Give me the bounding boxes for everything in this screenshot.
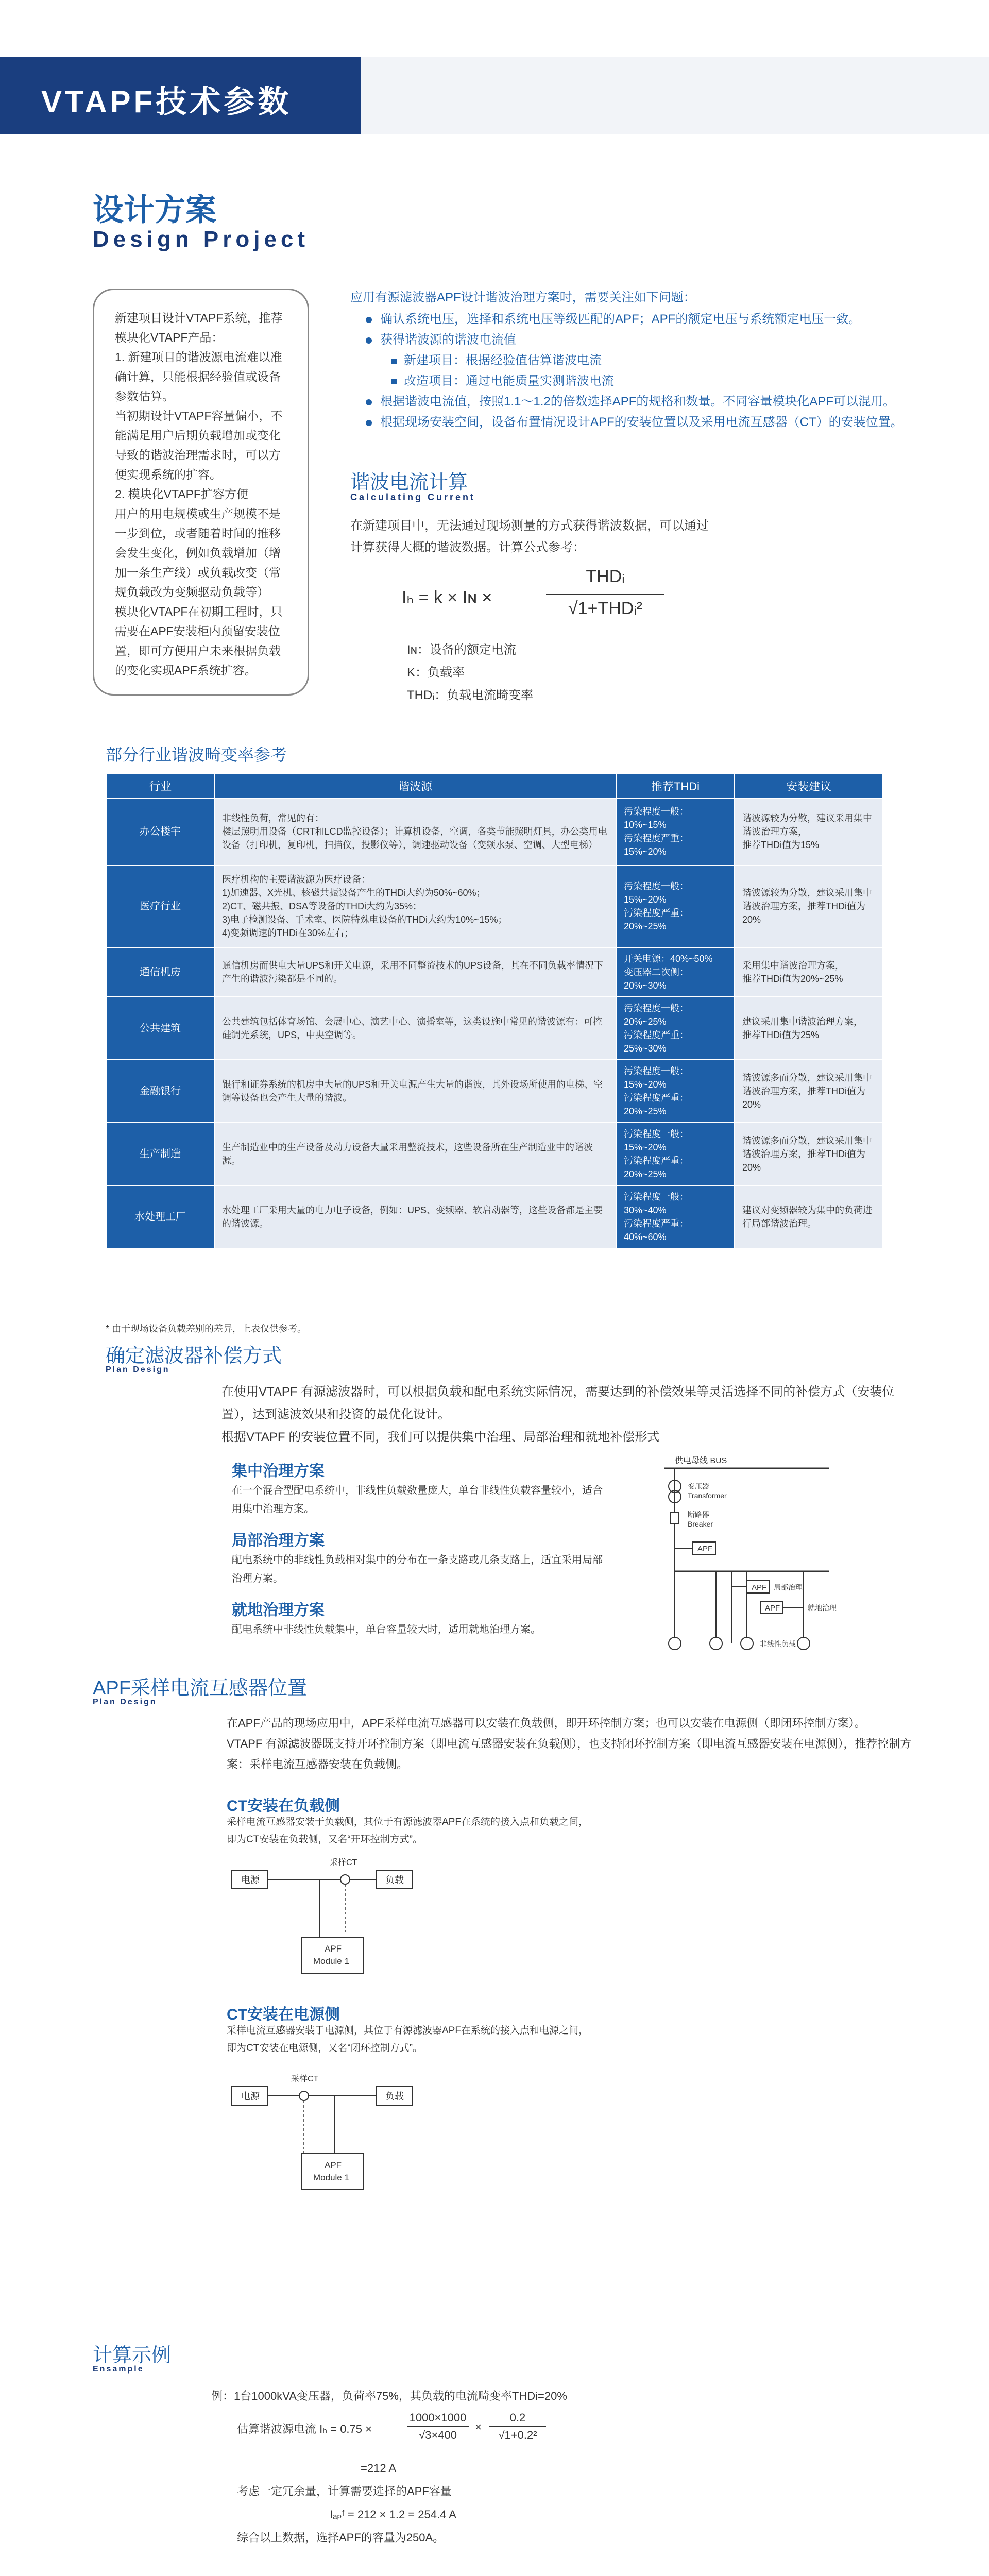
diag-transformer-label-en: Transformer bbox=[688, 1492, 727, 1500]
calc-formula bbox=[402, 567, 711, 629]
table-cell-suggest: 谐波源多而分散，建议采用集中谐波治理方案，推荐THDi值为20% bbox=[735, 1123, 883, 1185]
ct-title: APF采样电流互感器位置 bbox=[93, 1677, 307, 1699]
diag-local-label: 局部治理 bbox=[774, 1583, 803, 1591]
diag-nonlinear-label: 非线性负载 bbox=[760, 1640, 796, 1648]
svg-text:Module 1: Module 1 bbox=[313, 2173, 349, 2182]
design-bullets bbox=[366, 309, 907, 433]
bullet-square-icon bbox=[391, 359, 397, 364]
table-header-row bbox=[106, 773, 883, 798]
table-cell-thdi: 污染程度一般：30%~40% 污染程度严重：40%~60% bbox=[616, 1185, 735, 1248]
breaker-icon bbox=[671, 1512, 679, 1523]
bullet-dot-icon bbox=[366, 337, 372, 344]
bullet-item: 根据谐波电流值，按照1.1～1.2的倍数选择APF的规格和数量。不同容量模块化APF可以混用。 bbox=[366, 392, 907, 412]
diag-bus-label: 供电母线 BUS bbox=[675, 1456, 727, 1465]
diag-breaker-label-en: Breaker bbox=[688, 1520, 713, 1528]
table-row bbox=[106, 798, 883, 865]
calc-subtitle: Calculating Current bbox=[350, 492, 476, 502]
table-cell-suggest: 建议对变频器较为集中的负荷进行局部谐波治理。 bbox=[735, 1185, 883, 1248]
comp-text: 在使用VTAPF 有源滤波器时，可以根据负载和配电系统实际情况，需要达到的补偿效果等灵活选择不同的补偿方式（安装位置），达到滤波效果和投资的最优化设计。 根据VTAPF 的安装位置不同，我们可以提供集中治理、局部治理和就地补偿形式 bbox=[221, 1385, 895, 1444]
table-cell-source: 银行和证券系统的机房中大量的UPS和开关电源产生大量的谐波，其外设场所使用的电梯、空调等设备也会产生大量的谐波。 bbox=[214, 1060, 616, 1123]
example-formula: 估算谐波源电流 Iₕ = 0.75 × 1000×1000 √3×400 × 0.2 √1+0.2² bbox=[237, 2411, 649, 2452]
table-cell-suggest: 采用集中谐波治理方案， 推荐THDi值为20%~25% bbox=[735, 947, 883, 997]
comp-subtitle: Plan Design bbox=[106, 1365, 170, 1374]
intro-line: 用户的用电规模或生产规模不是一步到位，或者随着时间的推移会发生变化，例如负载增加（增加一条生产线）或负载改变（常规负载改为变频驱动负载等） bbox=[115, 507, 281, 599]
bullet-dot-icon bbox=[366, 399, 372, 405]
motor-icon bbox=[741, 1637, 753, 1650]
calc-def: THDᵢ：负载电流畸变率 bbox=[407, 688, 534, 702]
example-line: 考虑一定冗余量，计算需要选择的APF容量 bbox=[237, 2485, 452, 2498]
table-row bbox=[106, 1185, 883, 1248]
intro-line: 模块化VTAPF在初期工程时，只需要在APF安装柜内预留安装位置，即可方便用户未来根据负载的变化实现APF系统扩容。 bbox=[115, 605, 283, 677]
table-cell-thdi: 污染程度一般：15%~20% 污染程度严重：20%~25% bbox=[616, 1060, 735, 1123]
design-lead: 应用有源滤波器APF设计谐波治理方案时，需要关注如下问题： bbox=[350, 291, 696, 304]
table-cell-industry: 办公楼宇 bbox=[106, 798, 214, 865]
th-suggest: 安装建议 bbox=[735, 773, 883, 798]
table-cell-thdi: 污染程度一般：15%~20% 污染程度严重：20%~25% bbox=[616, 865, 735, 947]
table-cell-thdi: 污染程度一般：20%~25% 污染程度严重：25%~30% bbox=[616, 997, 735, 1060]
table-cell-industry: 金融银行 bbox=[106, 1060, 214, 1123]
bullet-item: 确认系统电压，选择和系统电压等级匹配的APF；APF的额定电压与系统额定电压一致。 bbox=[366, 309, 907, 330]
table-cell-suggest: 谐波源较为分散，建议采用集中谐波治理方案， 推荐THDi值为15% bbox=[735, 798, 883, 865]
table-cell-thdi: 污染程度一般：10%~15% 污染程度严重：15%~20% bbox=[616, 798, 735, 865]
industry-table bbox=[106, 773, 883, 1249]
svg-text:电源: 电源 bbox=[241, 1875, 260, 1885]
ct-icon bbox=[299, 2091, 309, 2100]
ct-load-desc: 采样电流互感器安装于负载侧，其位于有源滤波器APF在系统的接入点和负载之间，即为CT安装在负载侧，又名“开环控制方式”。 bbox=[227, 1817, 588, 1845]
svg-text:采样CT: 采样CT bbox=[330, 1858, 357, 1867]
ct-source-desc: 采样电流互感器安装于电源侧，其位于有源滤波器APF在系统的接入点和电源之间，即为CT安装在电源侧，又名“闭环控制方式”。 bbox=[227, 2025, 588, 2054]
table-cell-source: 生产制造业中的生产设备及动力设备大量采用整流技术，这些设备所在生产制造业中的谐波源。 bbox=[214, 1123, 616, 1185]
bullet-dot-icon bbox=[366, 420, 372, 426]
svg-text:APF: APF bbox=[325, 2160, 342, 2170]
table-cell-suggest: 建议采用集中谐波治理方案， 推荐THDi值为25% bbox=[735, 997, 883, 1060]
diag-breaker-label: 断路器 bbox=[688, 1511, 709, 1519]
apf-module-box bbox=[301, 1937, 363, 1973]
formula-lhs: Iₕ = k × Iɴ × bbox=[402, 588, 492, 607]
bullet-item: 根据现场安装空间，设备布置情况设计APF的安装位置以及采用电流互感器（CT）的安装位置。 bbox=[366, 412, 907, 433]
intro-line: 2. 模块化VTAPF扩容方便 bbox=[115, 487, 248, 501]
th-thdi: 推荐THDi bbox=[616, 773, 735, 798]
calc-def: Iɴ：设备的额定电流 bbox=[407, 643, 516, 657]
svg-text:APF: APF bbox=[765, 1604, 780, 1613]
ct-load-diagram bbox=[227, 1850, 453, 1989]
bullet-item: 新建项目：根据经验值估算谐波电流 bbox=[366, 350, 907, 371]
formula-den: √1+THDᵢ² bbox=[568, 599, 642, 618]
motor-icon bbox=[797, 1637, 810, 1650]
svg-text:负载: 负载 bbox=[385, 2091, 404, 2102]
svg-text:电源: 电源 bbox=[241, 2091, 260, 2102]
ct-load-title: CT安装在负载侧 bbox=[227, 1798, 340, 1815]
formula-bar bbox=[546, 594, 664, 595]
comp-item-title: 就地治理方案 bbox=[232, 1602, 325, 1619]
table-footnote: * 由于现场设备负载差别的差异，上表仅供参考。 bbox=[106, 1324, 307, 1334]
calc-title: 谐波电流计算 bbox=[350, 472, 468, 494]
svg-text:Module 1: Module 1 bbox=[313, 1956, 349, 1966]
diag-transformer-label: 变压器 bbox=[688, 1482, 709, 1490]
table-cell-industry: 公共建筑 bbox=[106, 997, 214, 1060]
table-cell-suggest: 谐波源较为分散，建议采用集中谐波治理方案，推荐THDi值为20% bbox=[735, 865, 883, 947]
table-cell-industry: 水处理工厂 bbox=[106, 1185, 214, 1248]
example-subtitle: Ensample bbox=[93, 2365, 144, 2374]
comp-item-title: 集中治理方案 bbox=[232, 1463, 325, 1480]
svg-text:APF: APF bbox=[325, 1944, 342, 1954]
table-row bbox=[106, 997, 883, 1060]
intro-box bbox=[93, 289, 309, 696]
table-cell-source: 非线性负荷，常见的有： 楼层照明用设备（CRT和LCD监控设备）；计算机设备，空调，各类节能照明灯具，办公类用电设备（打印机，复印机，扫描仪，投影仪等），调速驱动设备（变频水泵、空调、大型电梯） bbox=[214, 798, 616, 865]
header-title: VTAPF技术参数 bbox=[41, 84, 292, 119]
table-cell-suggest: 谐波源多而分散，建议采用集中谐波治理方案，推荐THDi值为20% bbox=[735, 1060, 883, 1123]
ct-subtitle: Plan Design bbox=[93, 1698, 157, 1706]
table-cell-thdi: 开关电源：40%~50% 变压器二次侧：20%~30% bbox=[616, 947, 735, 997]
intro-line: 1. 新建项目的谐波源电流难以准确计算，只能根据经验值或设备参数估算。 bbox=[115, 350, 282, 403]
diag-spot-label: 就地治理 bbox=[808, 1604, 837, 1612]
ct-source-diagram bbox=[227, 2056, 453, 2205]
intro-line: 当初期设计VTAPF容量偏小，不能满足用户后期负载增加或变化导致的谐波治理需求时，可以方便实现系统的扩容。 bbox=[115, 409, 283, 481]
bullet-dot-icon bbox=[366, 317, 372, 323]
example-line: 综合以上数据，选择APF的容量为250A。 bbox=[237, 2531, 445, 2544]
calc-defs bbox=[407, 639, 533, 707]
header-stripe bbox=[361, 57, 989, 134]
motor-icon bbox=[710, 1637, 722, 1650]
diag-apf-label: APF bbox=[697, 1545, 713, 1553]
compensation-diagram bbox=[654, 1453, 850, 1659]
example-line: =212 A bbox=[361, 2462, 397, 2475]
ct-text: 在APF产品的现场应用中，APF采样电流互感器可以安装在负载侧，即开环控制方案；也可以安装在电源侧（即闭环控制方案）。 VTAPF 有源滤波器既支持开环控制方案（即电流互感器安装在负载侧），也支持闭环控制方案（即电流互感器安装在电源侧），推荐控制方案：采样电流互感器安装在负载侧。 bbox=[227, 1717, 912, 1771]
table-row bbox=[106, 865, 883, 947]
svg-text:负载: 负载 bbox=[385, 1875, 404, 1885]
apf-module-box bbox=[301, 2154, 363, 2190]
table-cell-source: 水处理工厂采用大量的电力电子设备，例如：UPS、变频器、软启动器等，这些设备都是主要的谐波源。 bbox=[214, 1185, 616, 1248]
table-cell-source: 公共建筑包括体育场馆、会展中心、演艺中心、演播室等，这类设施中常见的谐波源有：可控硅调光系统，UPS，中央空调等。 bbox=[214, 997, 616, 1060]
svg-text:采样CT: 采样CT bbox=[291, 2075, 319, 2083]
ct-icon bbox=[340, 1875, 350, 1884]
comp-title: 确定滤波器补偿方式 bbox=[106, 1345, 282, 1367]
design-subtitle: Design Project bbox=[93, 227, 310, 252]
bullet-item: 改造项目：通过电能质量实测谐波电流 bbox=[366, 371, 907, 392]
design-title: 设计方案 bbox=[93, 193, 216, 227]
comp-item-desc: 配电系统中非线性负载集中，单台容量较大时，适用就地治理方案。 bbox=[232, 1624, 541, 1635]
table-row bbox=[106, 1060, 883, 1123]
bullet-item: 获得谐波源的谐波电流值 bbox=[366, 330, 907, 350]
svg-text:APF: APF bbox=[752, 1583, 767, 1592]
example-title: 计算示例 bbox=[93, 2345, 172, 2366]
bullet-square-icon bbox=[391, 379, 397, 384]
table-title: 部分行业谐波畸变率参考 bbox=[106, 745, 287, 764]
table-cell-industry: 医疗行业 bbox=[106, 865, 214, 947]
table-row bbox=[106, 1123, 883, 1185]
table-cell-thdi: 污染程度一般：15%~20% 污染程度严重：20%~25% bbox=[616, 1123, 735, 1185]
formula-num: THDᵢ bbox=[586, 567, 625, 586]
table-cell-source: 通信机房而供电大量UPS和开关电源，采用不同整流技术的UPS设备，其在不同负载率情况下产生的谐波污染都是不同的。 bbox=[214, 947, 616, 997]
comp-item-desc: 在一个混合型配电系统中，非线性负载数量庞大，单台非线性负载容量较小，适合用集中治理方案。 bbox=[232, 1485, 603, 1515]
header-banner bbox=[0, 57, 361, 134]
table-cell-source: 医疗机构的主要谐波源为医疗设备： 1)加速器、X光机、核磁共振设备产生的THDi大约为50%~60%； 2)CT、磁共振、DSA等设备的THDi大约为35%； 3)电子检测设备、手术室、医院特殊电设备的THDi大约为10%~15%； 4)变频调速的THDi在30%左右； bbox=[214, 865, 616, 947]
calc-def: K：负载率 bbox=[407, 666, 465, 680]
example-line: 例：1台1000kVA变压器，负荷率75%，其负载的电流畸变率THDi=20% bbox=[211, 2389, 567, 2402]
ct-source-title: CT安装在电源侧 bbox=[227, 2006, 340, 2023]
motor-icon bbox=[669, 1637, 681, 1650]
example-line: Iₐₚᶠ = 212 × 1.2 = 254.4 A bbox=[330, 2508, 456, 2521]
calc-text: 在新建项目中，无法通过现场测量的方式获得谐波数据，可以通过计算获得大概的谐波数据。计算公式参考： bbox=[350, 519, 709, 554]
comp-item-title: 局部治理方案 bbox=[232, 1532, 325, 1549]
comp-item-desc: 配电系统中的非线性负载相对集中的分布在一条支路或几条支路上，适宜采用局部治理方案。 bbox=[232, 1554, 603, 1584]
table-cell-industry: 生产制造 bbox=[106, 1123, 214, 1185]
table-row bbox=[106, 947, 883, 997]
th-source: 谐波源 bbox=[214, 773, 616, 798]
intro-line: 新建项目设计VTAPF系统，推荐模块化VTAPF产品： bbox=[115, 311, 283, 344]
table-cell-industry: 通信机房 bbox=[106, 947, 214, 997]
th-industry: 行业 bbox=[106, 773, 214, 798]
